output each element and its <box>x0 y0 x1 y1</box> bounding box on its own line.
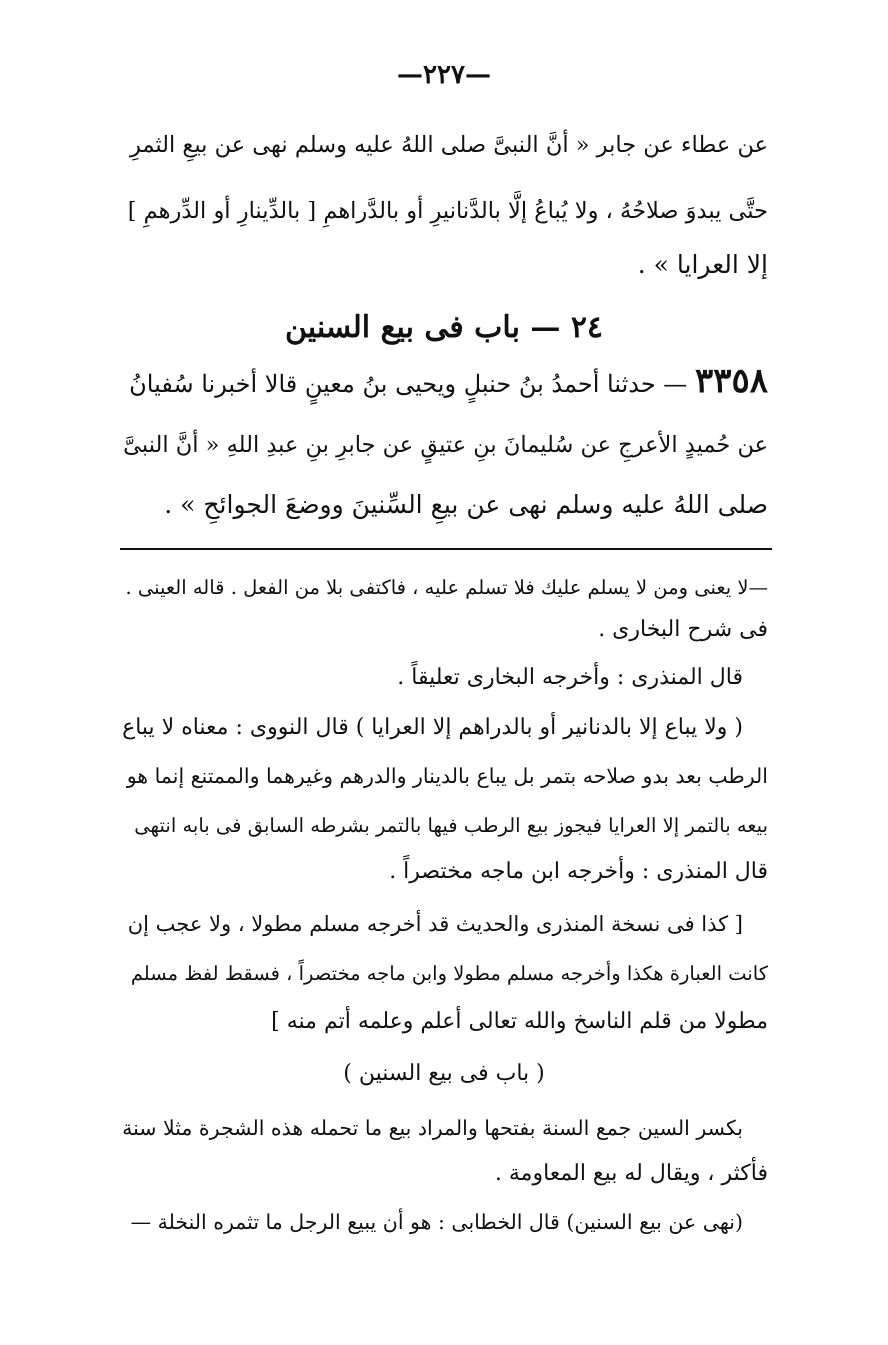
page-number: —٢٢٧— <box>397 60 491 90</box>
commentary-line-7: قال المنذرى : وأخرجه ابن ماجه مختصراً . <box>389 859 768 884</box>
commentary-line-13: فأكثر ، ويقال له بيع المعاومة . <box>494 1161 768 1186</box>
commentary-subheading: ( باب فى بيع السنين ) <box>343 1061 545 1086</box>
commentary-line-4: ( ولا يباع إلا بالدنانير أو بالدراهم إلا العرايا ) قال النووى : معناه لا يباع <box>122 715 743 740</box>
commentary-line-14: (نهى عن بيع السنين) قال الخطابى : هو أن يبيع الرجل ما تثمره النخلة — <box>130 1210 743 1234</box>
hadith-line-1-text: — حدثنا أحمدُ بنُ حنبلٍ ويحيى بنُ معينٍ قالا أخبرنا سُفيانُ <box>129 370 688 398</box>
commentary-line-12: بكسر السين جمع السنة بفتحها والمراد بيع ما تحمله هذه الشجرة مثلا سنة <box>122 1116 743 1140</box>
hadith-number: ٣٣٥٨ <box>694 361 768 401</box>
commentary-line-5: الرطب بعد بدو صلاحه بتمر بل يباع بالدينار والدرهم وغيرهما والممتنع إنما هو <box>126 764 768 788</box>
footnote-divider <box>120 548 772 550</box>
top-hadith-line-1: عن عطاء عن جابر « أنَّ النبىَّ صلى اللهُ عليه وسلم نهى عن بيعِ الثمرِ <box>129 132 768 158</box>
top-hadith-line-2: حتَّى يبدوَ صلاحُهُ ، ولا يُباعُ إلَّا بالدَّنانيرِ أو بالدَّراهمِ [ بالدِّينارِ أو الدِّرهمِ ] <box>127 198 768 224</box>
commentary-line-10: مطولا من قلم الناسخ والله تعالى أعلم وعلمه أتم منه ] <box>271 1009 768 1034</box>
commentary-line-6: بيعه بالتمر إلا العرايا فيجوز بيع الرطب فيها بالتمر بشرطه السابق فى بابه انتهى <box>134 814 768 837</box>
commentary-line-3: قال المنذرى : وأخرجه البخارى تعليقاً . <box>397 665 743 690</box>
commentary-line-8: [ كذا فى نسخة المنذرى والحديث قد أخرجه مسلم مطولا ، ولا عجب إن <box>127 912 743 936</box>
chapter-heading: ٢٤ — باب فى بيع السنين <box>284 310 604 345</box>
hadith-line-1 <box>129 361 768 401</box>
commentary-line-1: —لا يعنى ومن لا يسلم عليك فلا تسلم عليه ، فاكتفى بلا من الفعل . قاله العينى . <box>125 576 768 599</box>
hadith-line-2: عن حُميدٍ الأعرجِ عن سُليمانَ بنِ عتيقٍ عن جابرِ بنِ عبدِ اللهِ « أنَّ النبىَّ <box>123 432 768 458</box>
commentary-line-2: فى شرح البخارى . <box>598 617 768 642</box>
commentary-line-9: كانت العبارة هكذا وأخرجه مسلم مطولا وابن ماجه مختصراً ، فسقط لفظ مسلم <box>130 962 768 985</box>
top-hadith-line-3: إلا العرايا » . <box>637 250 768 279</box>
hadith-line-3: صلى اللهُ عليه وسلم نهى عن بيعِ السِّنينَ ووضعَ الجوائحِ » . <box>164 490 768 519</box>
